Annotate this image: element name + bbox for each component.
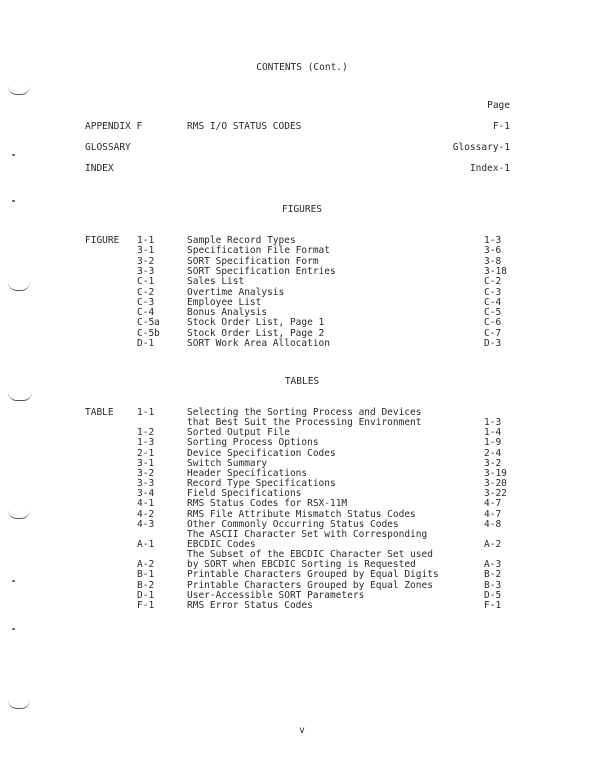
table-title: Sorted Output File <box>187 427 290 439</box>
table-page: A-2 <box>484 538 502 550</box>
table-page: 3-2 <box>484 457 502 469</box>
scan-mark <box>12 580 15 582</box>
page-number: v <box>299 725 305 736</box>
figure-number: D-1 <box>137 338 155 349</box>
scan-mark <box>12 628 15 630</box>
figure-title: Sales List <box>187 276 245 288</box>
figure-number: C-2 <box>137 286 155 298</box>
figure-page: C-5 <box>484 307 502 319</box>
table-title: Sorting Process Options <box>187 437 319 449</box>
table-number: F-1 <box>137 599 155 611</box>
table-number: B-1 <box>137 569 155 581</box>
table-number: D-1 <box>137 589 155 601</box>
figure-number: C-5b <box>137 327 160 339</box>
figure-number: C-1 <box>137 276 155 288</box>
figure-number: 3-3 <box>137 265 155 277</box>
table-number: 4-3 <box>137 518 155 530</box>
appendix-title: RMS I/O STATUS CODES <box>187 121 302 132</box>
table-page: A-3 <box>484 559 502 571</box>
figures-heading: FIGURES <box>281 204 323 215</box>
scan-mark <box>8 282 30 291</box>
appendix-page: Index-1 <box>469 163 510 174</box>
table-page: 3-20 <box>484 478 507 490</box>
scan-mark <box>8 86 30 95</box>
table-title: RMS Status Codes for RSX-11M <box>187 498 348 510</box>
table-title: Selecting the Sorting Process and Devices <box>187 407 422 418</box>
table-number: 4-2 <box>137 508 155 520</box>
figure-page: C-3 <box>484 286 502 298</box>
figure-number: C-4 <box>137 307 155 319</box>
table-page: 1-9 <box>484 437 502 449</box>
table-title: Printable Characters Grouped by Equal Zones <box>187 579 433 591</box>
table-number: A-1 <box>137 538 155 550</box>
table-title: The Subset of the EBCDIC Character Set used <box>187 549 433 561</box>
table-title: RMS Error Status Codes <box>187 599 313 611</box>
figure-page: D-3 <box>484 338 502 349</box>
table-number: 3-1 <box>137 457 155 469</box>
figure-number: 3-2 <box>137 255 155 267</box>
table-number: 4-1 <box>137 498 155 510</box>
figure-title: Overtime Analysis <box>187 286 285 298</box>
appendix-page: F-1 <box>492 121 510 132</box>
figure-title: Bonus Analysis <box>187 307 268 319</box>
figure-title: Stock Order List, Page 2 <box>187 327 325 339</box>
figure-page: 3-8 <box>484 255 502 267</box>
table-title: Printable Characters Grouped by Equal Digits <box>187 569 439 581</box>
table-title: Header Specifications <box>187 467 308 479</box>
table-title: User-Accessible SORT Parameters <box>187 589 365 601</box>
table-page: F-1 <box>484 599 502 611</box>
scan-mark <box>8 700 30 709</box>
table-number: 3-4 <box>137 488 155 500</box>
figure-number: C-3 <box>137 296 155 308</box>
figure-title: Specification File Format <box>187 245 330 257</box>
appendix-label: INDEX <box>85 163 114 174</box>
table-number: 3-2 <box>137 467 155 479</box>
figure-title: SORT Specification Entries <box>187 265 336 277</box>
figure-number: 3-1 <box>137 245 155 257</box>
table-number: 1-3 <box>137 437 155 449</box>
page-column-header: Page <box>487 100 510 111</box>
page-title: CONTENTS (Cont.) <box>256 62 348 73</box>
table-title: Field Specifications <box>187 488 302 500</box>
table-number: A-2 <box>137 559 155 571</box>
figure-number: 1-1 <box>137 235 155 246</box>
table-number: B-2 <box>137 579 155 591</box>
table-page: B-2 <box>484 569 502 581</box>
figure-title: SORT Specification Form <box>187 255 319 267</box>
figure-title: Stock Order List, Page 1 <box>187 317 325 329</box>
appendix-label: GLOSSARY <box>85 142 131 153</box>
table-page: B-3 <box>484 579 502 591</box>
appendix-label: APPENDIX F <box>85 121 143 132</box>
appendix-page: Glossary-1 <box>452 142 510 153</box>
table-title: Other Commonly Occurring Status Codes <box>187 518 399 530</box>
scan-mark <box>12 154 15 156</box>
table-page: 3-22 <box>484 488 507 500</box>
table-number: 2-1 <box>137 447 155 459</box>
table-title: Record Type Specifications <box>187 478 336 490</box>
figure-page: C-6 <box>484 317 502 329</box>
figure-page: 3-6 <box>484 245 502 257</box>
table-number: 1-1 <box>137 407 155 418</box>
figure-title: Employee List <box>187 296 262 308</box>
figures-label: FIGURE <box>85 235 120 246</box>
table-page: 4-8 <box>484 518 502 530</box>
table-page: 4-7 <box>484 498 502 510</box>
table-number: 3-3 <box>137 478 155 490</box>
table-title-continued: EBCDIC Codes <box>187 538 256 550</box>
table-title: RMS File Attribute Mismatch Status Codes <box>187 508 416 520</box>
figure-page: 1-3 <box>484 235 502 246</box>
table-title: The ASCII Character Set with Corresponding <box>187 528 428 540</box>
table-title-continued: by SORT when EBCDIC Sorting is Requested <box>187 559 416 571</box>
table-page: 2-4 <box>484 447 502 459</box>
figure-page: C-7 <box>484 327 502 339</box>
tables-label: TABLE <box>85 407 114 418</box>
table-page: 1-3 <box>484 417 502 429</box>
figure-title: Sample Record Types <box>187 235 296 246</box>
figure-page: C-2 <box>484 276 502 288</box>
tables-heading: TABLES <box>284 376 320 387</box>
table-page: 3-19 <box>484 467 507 479</box>
figure-page: C-4 <box>484 296 502 308</box>
figure-page: 3-18 <box>484 265 507 277</box>
table-title-continued: that Best Suit the Processing Environment <box>187 417 422 429</box>
table-page: 1-4 <box>484 427 502 439</box>
figure-number: C-5a <box>137 317 160 329</box>
scan-mark <box>8 392 32 401</box>
scan-mark <box>8 510 30 519</box>
table-title: Switch Summary <box>187 457 268 469</box>
scan-mark <box>12 200 15 202</box>
table-page: 4-7 <box>484 508 502 520</box>
figure-title: SORT Work Area Allocation <box>187 338 330 349</box>
table-title: Device Specification Codes <box>187 447 336 459</box>
table-page: D-5 <box>484 589 502 601</box>
table-number: 1-2 <box>137 427 155 439</box>
